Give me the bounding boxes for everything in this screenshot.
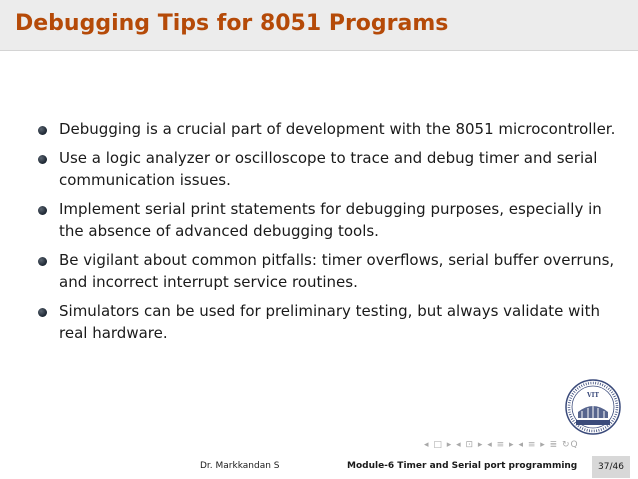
- bullet-item: [38, 249, 618, 293]
- title-bar: [0, 0, 638, 51]
- bullet-icon: [38, 257, 47, 266]
- bullet-icon: [38, 206, 47, 215]
- bullet-text: Debugging is a crucial part of development with the 8051 microcontroller.: [59, 120, 616, 138]
- bullet-icon: [38, 308, 47, 317]
- bullet-text: Be vigilant about common pitfalls: timer overflows, serial buffer overruns, and incorrect interrupt service routines.: [59, 251, 615, 291]
- bullet-item: [38, 118, 618, 140]
- navigation-icons[interactable]: ◂ □ ▸ ◂ ⊡ ▸ ◂ ≡ ▸ ◂ ≡ ▸ ≣ ↻Q: [424, 440, 579, 450]
- beamer-navigation[interactable]: [424, 440, 579, 450]
- bullet-text: Implement serial print statements for debugging purposes, especially in the absence of advanced debugging tools.: [59, 200, 602, 240]
- bullet-text: Use a logic analyzer or oscilloscope to trace and debug timer and serial communication issues.: [59, 149, 598, 189]
- footer-module: Module-6 Timer and Serial port programming: [347, 461, 578, 471]
- page-number: 37/46: [592, 456, 630, 478]
- bullet-icon: [38, 126, 47, 135]
- bullet-item: [38, 198, 618, 242]
- bullet-text: Simulators can be used for preliminary testing, but always validate with real hardware.: [59, 302, 600, 342]
- logo-text: VIT: [587, 392, 599, 399]
- footer: [0, 456, 638, 479]
- bullet-item: [38, 300, 618, 344]
- footer-author: Dr. Markkandan S: [200, 461, 280, 471]
- bullet-list: [38, 118, 618, 351]
- bullet-icon: [38, 155, 47, 164]
- bullet-item: [38, 147, 618, 191]
- slide-title: Debugging Tips for 8051 Programs: [15, 11, 449, 36]
- vit-logo-icon: [564, 378, 622, 436]
